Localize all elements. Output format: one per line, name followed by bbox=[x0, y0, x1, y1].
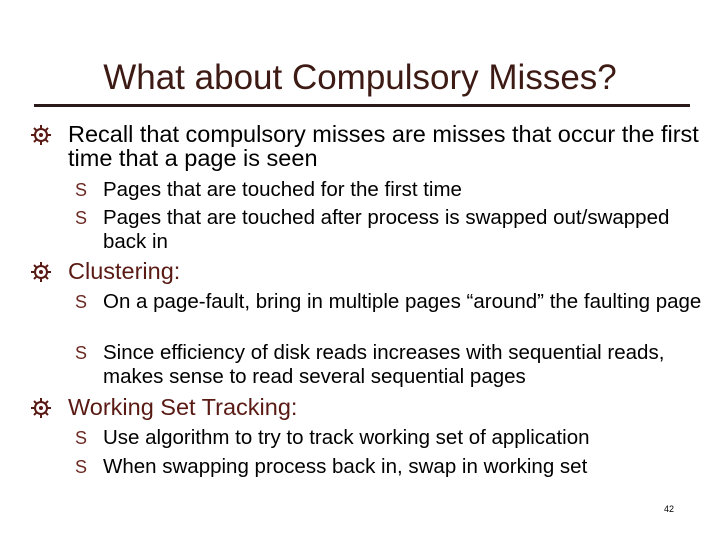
s-icon: S bbox=[75, 208, 88, 228]
s-icon: S bbox=[75, 180, 88, 200]
sub-bullet-text: When swapping process back in, swap in working set bbox=[103, 455, 588, 478]
page-number: 42 bbox=[664, 504, 675, 514]
bullet-text: Working Set Tracking: bbox=[68, 394, 298, 420]
sub-bullet-text: Pages that are touched for the first time bbox=[103, 178, 462, 201]
s-icon: S bbox=[75, 343, 88, 363]
title-divider bbox=[34, 104, 690, 107]
bullet-text: Clustering: bbox=[68, 258, 181, 284]
gear-icon bbox=[29, 396, 53, 420]
s-icon: S bbox=[75, 457, 88, 477]
s-icon: S bbox=[75, 292, 88, 312]
gear-icon bbox=[29, 123, 53, 147]
sub-bullet-text: On a page-fault, bring in multiple pages “around” the faulting page bbox=[103, 290, 702, 313]
s-icon: S bbox=[75, 428, 88, 448]
slide-title: What about Compulsory Misses? bbox=[103, 58, 617, 97]
bullet-text: Recall that compulsory misses are misses that occur the first time that a page is seen bbox=[68, 121, 699, 171]
sub-bullet-text: Pages that are touched after process is swapped out/swapped back in bbox=[103, 206, 670, 253]
gear-icon bbox=[29, 260, 53, 284]
sub-bullet-text: Use algorithm to try to track working set of application bbox=[103, 426, 590, 449]
sub-bullet-text: Since efficiency of disk reads increases with sequential reads, makes sense to read several sequential pages bbox=[103, 341, 665, 388]
